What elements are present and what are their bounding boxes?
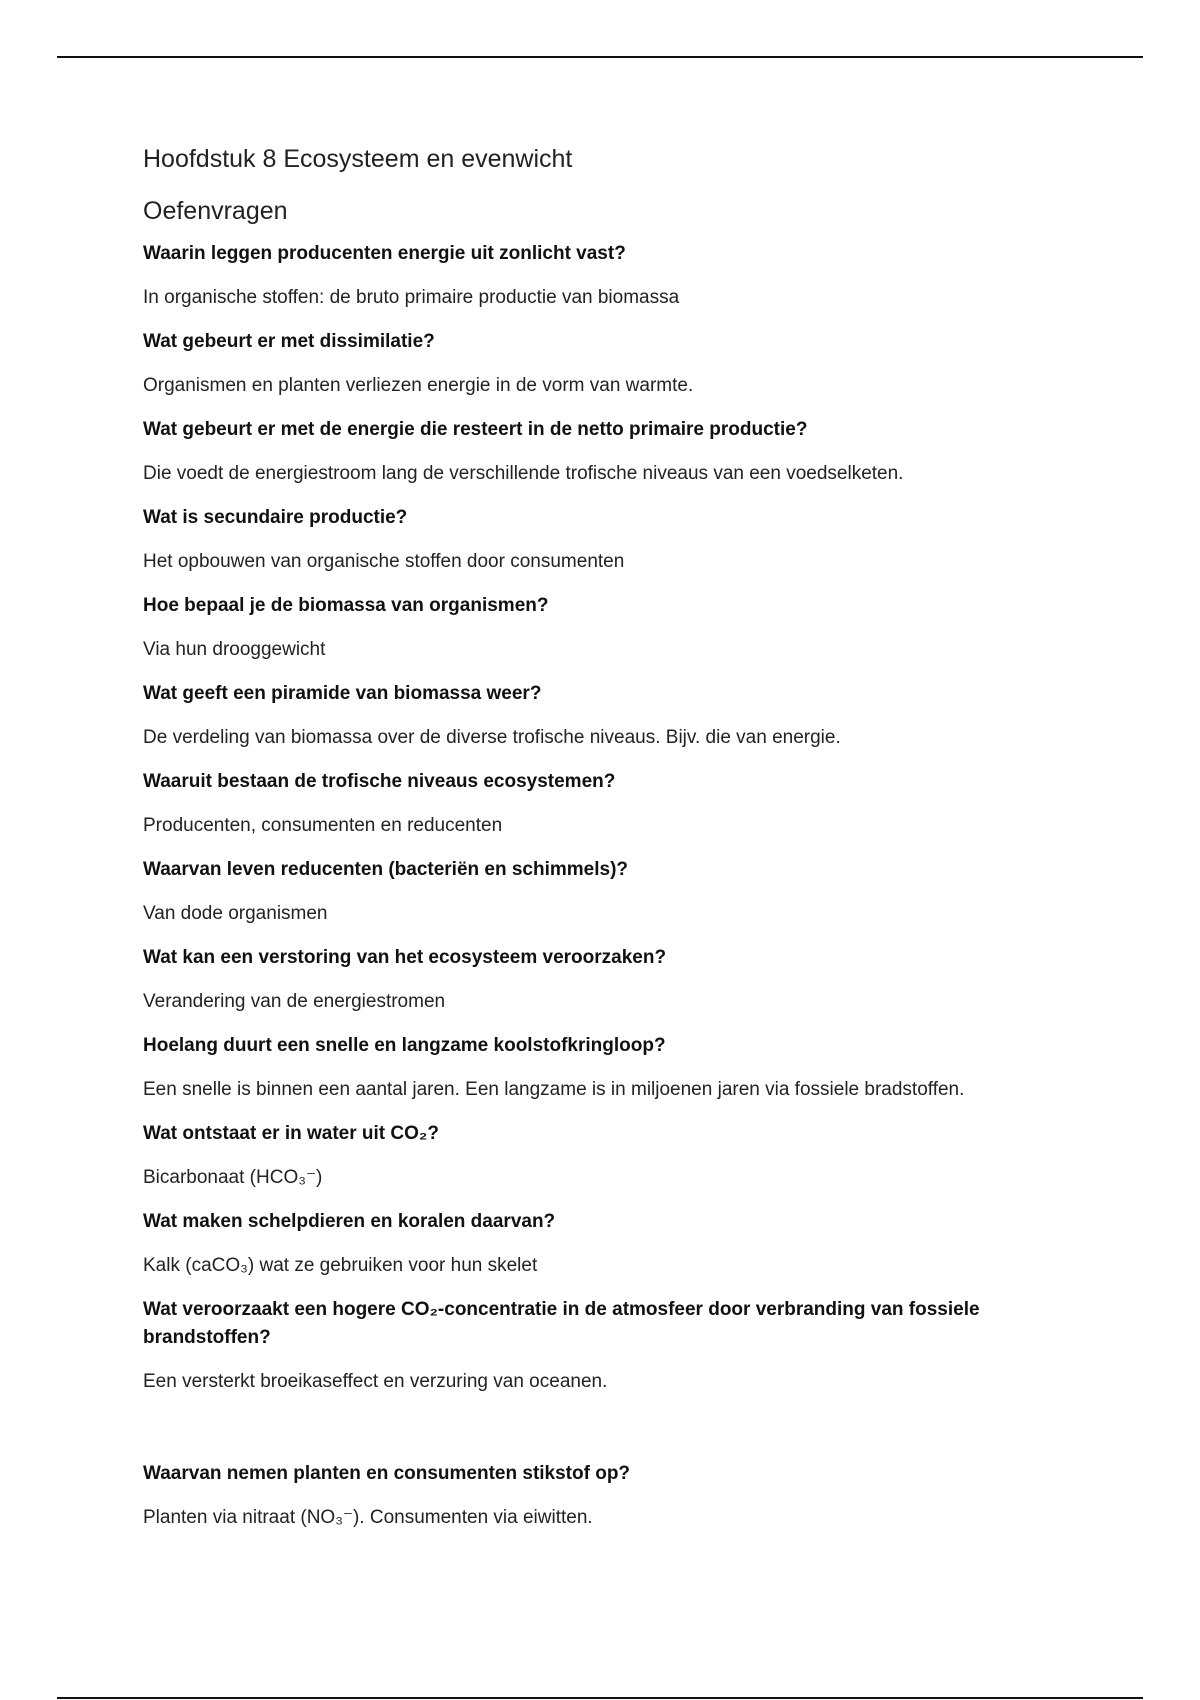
document-body <box>143 142 1043 1548</box>
answer: Via hun drooggewicht <box>143 639 326 660</box>
question: Wat is secundaire productie? <box>143 507 408 528</box>
answer: In organische stoffen: de bruto primaire productie van biomassa <box>143 287 680 308</box>
qa-item <box>143 592 1043 664</box>
qa-item <box>143 1208 1043 1280</box>
question: Wat ontstaat er in water uit CO₂? <box>143 1123 439 1144</box>
answer: Bicarbonaat (HCO₃⁻) <box>143 1167 323 1188</box>
qa-item <box>143 944 1043 1016</box>
section-title: Oefenvragen <box>143 197 288 225</box>
answer: Het opbouwen van organische stoffen door consumenten <box>143 551 625 572</box>
qa-item <box>143 416 1043 488</box>
question: Wat veroorzaakt een hogere CO₂-concentratie in de atmosfeer door verbranding van fossiele brandstoffen? <box>143 1299 980 1348</box>
question: Wat maken schelpdieren en koralen daarvan? <box>143 1211 556 1232</box>
question: Waaruit bestaan de trofische niveaus ecosystemen? <box>143 771 616 792</box>
question: Wat geeft een piramide van biomassa weer? <box>143 683 542 704</box>
header-rule <box>57 56 1143 58</box>
question: Wat gebeurt er met dissimilatie? <box>143 331 435 352</box>
answer: Verandering van de energiestromen <box>143 991 446 1012</box>
question: Hoelang duurt een snelle en langzame koolstofkringloop? <box>143 1035 666 1056</box>
answer: Die voedt de energiestroom lang de verschillende trofische niveaus van een voedselketen. <box>143 463 904 484</box>
qa-item <box>143 1460 1043 1532</box>
question: Hoe bepaal je de biomassa van organismen? <box>143 595 549 616</box>
answer: Een snelle is binnen een aantal jaren. Een langzame is in miljoenen jaren via fossiele bradstoffen. <box>143 1079 965 1100</box>
question: Wat gebeurt er met de energie die resteert in de netto primaire productie? <box>143 419 808 440</box>
qa-item <box>143 1120 1043 1192</box>
answer: Planten via nitraat (NO₃⁻). Consumenten via eiwitten. <box>143 1507 593 1528</box>
answer: Een versterkt broeikaseffect en verzuring van oceanen. <box>143 1371 608 1392</box>
qa-item <box>143 768 1043 840</box>
answer: Kalk (caCO₃) wat ze gebruiken voor hun skelet <box>143 1255 538 1276</box>
qa-item <box>143 504 1043 576</box>
qa-item <box>143 856 1043 928</box>
answer: Producenten, consumenten en reducenten <box>143 815 503 836</box>
answer: Van dode organismen <box>143 903 328 924</box>
question: Waarvan nemen planten en consumenten stikstof op? <box>143 1463 631 1484</box>
answer: De verdeling van biomassa over de diverse trofische niveaus. Bijv. die van energie. <box>143 727 841 748</box>
question: Wat kan een verstoring van het ecosysteem veroorzaken? <box>143 947 667 968</box>
qa-item <box>143 1032 1043 1104</box>
question: Waarvan leven reducenten (bacteriën en schimmels)? <box>143 859 629 880</box>
qa-item <box>143 328 1043 400</box>
qa-item <box>143 1296 1043 1396</box>
answer: Organismen en planten verliezen energie in de vorm van warmte. <box>143 375 694 396</box>
question: Waarin leggen producenten energie uit zonlicht vast? <box>143 243 626 264</box>
footer-rule <box>57 1697 1143 1699</box>
page-title: Hoofdstuk 8 Ecosysteem en evenwicht <box>143 145 573 173</box>
qa-item <box>143 240 1043 312</box>
qa-item <box>143 680 1043 752</box>
blank-line <box>143 1412 1043 1460</box>
